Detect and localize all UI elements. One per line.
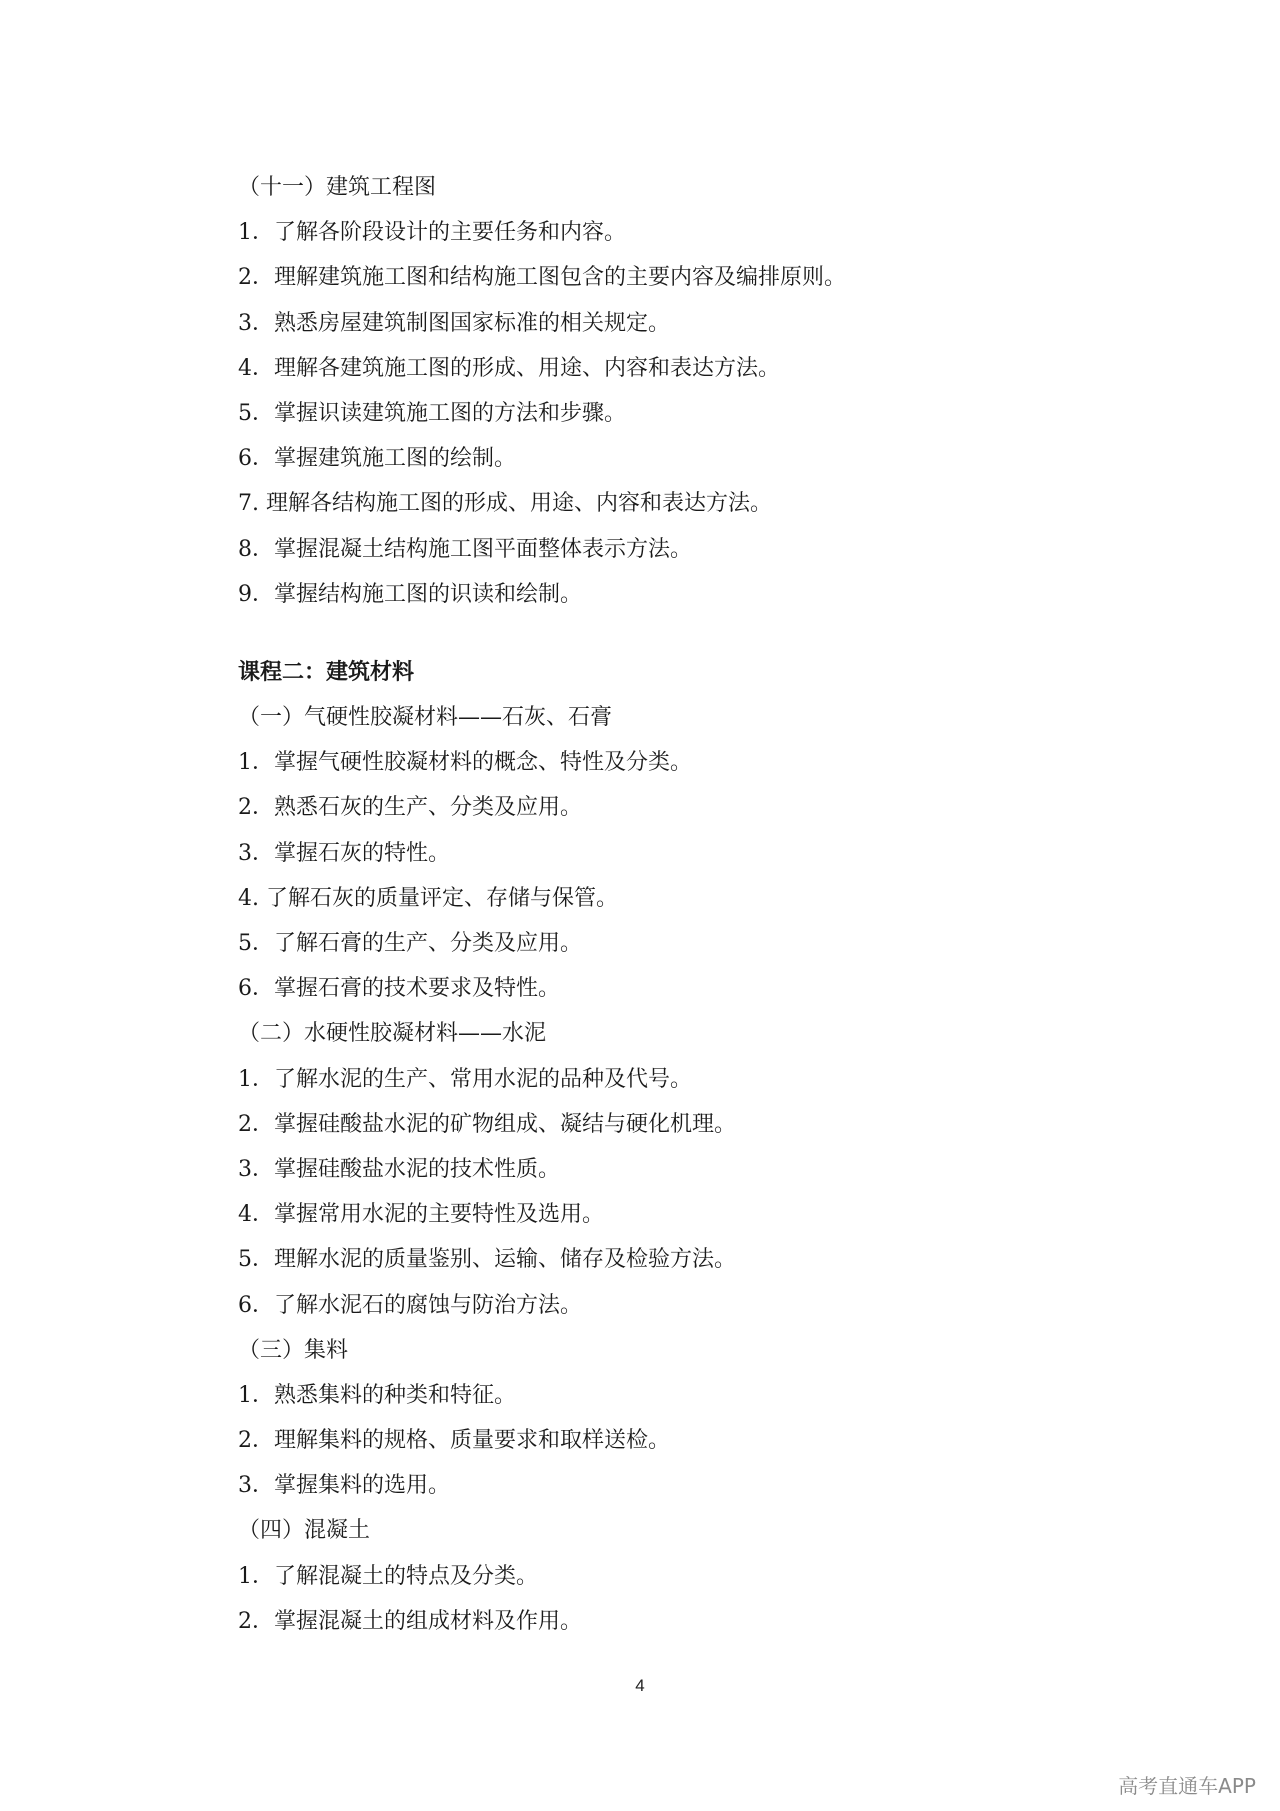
list-item: 1．熟悉集料的种类和特征。 <box>238 1382 516 1408</box>
list-item: 3．掌握石灰的特性。 <box>238 840 450 866</box>
list-item: 5．理解水泥的质量鉴别、运输、储存及检验方法。 <box>238 1247 736 1273</box>
list-item: 1．了解水泥的生产、常用水泥的品种及代号。 <box>238 1066 692 1092</box>
watermark: 高考直通车APP <box>1118 1774 1256 1798</box>
document-body <box>238 165 1058 1644</box>
list-item: 2．掌握混凝土的组成材料及作用。 <box>238 1608 582 1634</box>
list-item: 1．了解各阶段设计的主要任务和内容。 <box>238 220 626 246</box>
list-item: 6．了解水泥石的腐蚀与防治方法。 <box>238 1292 582 1318</box>
list-item: 4．理解各建筑施工图的形成、用途、内容和表达方法。 <box>238 355 780 381</box>
page-number: 4 <box>635 1676 645 1695</box>
list-item: 6．掌握建筑施工图的绘制。 <box>238 446 516 472</box>
list-item: 3．熟悉房屋建筑制图国家标准的相关规定。 <box>238 310 670 336</box>
section-title: （二）水硬性胶凝材料——水泥 <box>238 1021 547 1047</box>
list-item: 2．理解集料的规格、质量要求和取样送检。 <box>238 1428 670 1454</box>
list-item: 8．掌握混凝土结构施工图平面整体表示方法。 <box>238 536 692 562</box>
list-item: 5．掌握识读建筑施工图的方法和步骤。 <box>238 400 626 426</box>
section-title: （一）气硬性胶凝材料——石灰、石膏 <box>238 705 613 731</box>
list-item: 3．掌握集料的选用。 <box>238 1473 450 1499</box>
list-item: 2．理解建筑施工图和结构施工图包含的主要内容及编排原则。 <box>238 265 846 291</box>
list-item: 2．熟悉石灰的生产、分类及应用。 <box>238 795 582 821</box>
list-item: 1．了解混凝土的特点及分类。 <box>238 1563 538 1589</box>
section-spacer <box>238 617 1058 650</box>
section-title: （三）集料 <box>238 1337 349 1363</box>
section-title: （四）混凝土 <box>238 1518 371 1544</box>
list-item: 4. 了解石灰的质量评定、存储与保管。 <box>238 885 618 911</box>
list-item: 4．掌握常用水泥的主要特性及选用。 <box>238 1202 604 1228</box>
list-item: 2．掌握硅酸盐水泥的矿物组成、凝结与硬化机理。 <box>238 1111 736 1137</box>
list-item: 5．了解石膏的生产、分类及应用。 <box>238 931 582 956</box>
list-item: 7. 理解各结构施工图的形成、用途、内容和表达方法。 <box>238 491 772 517</box>
list-item: 6．掌握石膏的技术要求及特性。 <box>238 976 560 1002</box>
course-heading: 课程二：建筑材料 <box>238 659 415 685</box>
list-item: 9．掌握结构施工图的识读和绘制。 <box>238 581 582 607</box>
list-item: 1．掌握气硬性胶凝材料的概念、特性及分类。 <box>238 750 692 776</box>
section-title: （十一）建筑工程图 <box>238 175 437 200</box>
list-item: 3．掌握硅酸盐水泥的技术性质。 <box>238 1156 560 1182</box>
